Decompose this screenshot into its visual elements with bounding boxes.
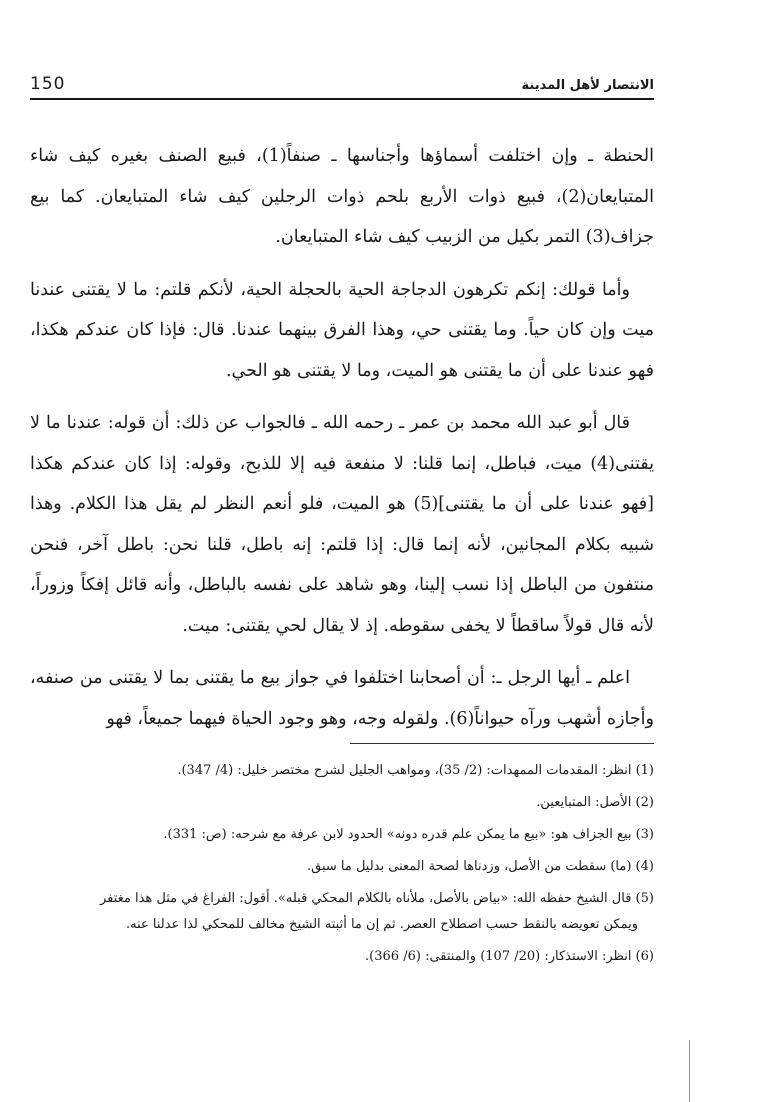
header-divider (30, 98, 654, 100)
footnotes (30, 758, 654, 976)
page-number: 150 (30, 74, 66, 94)
scan-edge-line (689, 1040, 690, 1102)
paragraph: وأما قولك: إنكم تكرهون الدجاجة الحية بالحجلة الحية، لأنكم قلتم: ما لا يقتنى عندنا ميت وإن كان حياً. وما يقتنى حي، وهذا الفرق بينهما عندنا. قال: فإذا كان عندكم هكذا، فهو عندنا على أن ما يقتنى هو الميت، وما لا يقتنى هو الحي. (30, 279, 654, 381)
footnote: (3) بيع الجزاف هو: «بيع ما يمكن علم قدره دونه» الحدود لابن عرفة مع شرحه: (ص: 331). (163, 827, 654, 842)
footnote: (1) انظر: المقدمات الممهدات: (2/ 35)، ومواهب الجليل لشرح مختصر خليل: (4/ 347). (177, 763, 654, 778)
footnote: (5) قال الشيخ حفظه الله: «بياض بالأصل، ملأناه بالكلام المحكي قبله». أقول: الفراغ في مثل هذا مغتفر (99, 891, 654, 906)
book-title: الانتصار لأهل المدينة (521, 78, 654, 93)
paragraph: اعلم ـ أيها الرجل ـ: أن أصحابنا اختلفوا في جواز بيع ما يقتنى بما لا يقتنى من صنفه، وأجازه أشهب ورآه حيواناً(6). ولقوله وجه، وهو وجود الحياة فيهما جميعاً، فهو (30, 668, 654, 729)
running-header (30, 74, 654, 100)
footnote-continuation: ويمكن تعويضه بالنقط حسب اصطلاح العصر. ثم إن ما أثبته الشيخ مخالف للمحكي لذا عدلنا عنه. (125, 917, 638, 932)
paragraph: قال أبو عبد الله محمد بن عمر ـ رحمه الله ـ فالجواب عن ذلك: أن قوله: عندنا ما لا يقتنى(4) ميت، فباطل، إنما قلنا: لا منفعة فيه إلا للذبح، وقوله: إذا كان عندكم هكذا [فهو عندنا على أن ما يقتنى](5) هو الميت، فلو أنعم النظر لم يقل هذا الكلام. وهذا شبيه بكلام المجانين، لأنه إنما قال: إذا قلتم: إنه باطل، قلنا نحن: باطل آخر، فنحن منتفون من الباطل إذا نسب إلينا، وهو شاهد على نفسه بالباطل، وأنه قائل إفكاً وزوراً، لأنه قال قولاً ساقطاً لا يخفى سقوطه. إذ لا يقال لحي يقتنى: ميت. (30, 413, 654, 636)
footnote-divider (350, 743, 654, 744)
footnote: (6) انظر: الاستذكار: (20/ 107) والمنتقى: (6/ 366). (365, 949, 654, 964)
main-text (30, 136, 654, 751)
footnote: (2) الأصل: المتبايعين. (536, 795, 654, 810)
footnote: (4) (ما) سقطت من الأصل، وزدناها لصحة المعنى بدليل ما سبق. (306, 859, 654, 874)
paragraph: الحنطة ـ وإن اختلفت أسماؤها وأجناسها ـ صنفاً(1)، فبيع الصنف بغيره كيف شاء المتبايعان(2)، فبيع ذوات الأربع بلحم ذوات الرجلين كيف شاء المتبايعان. كما بيع جزاف(3) التمر بكيل من الزبيب كيف شاء المتبايعان. (30, 146, 655, 247)
